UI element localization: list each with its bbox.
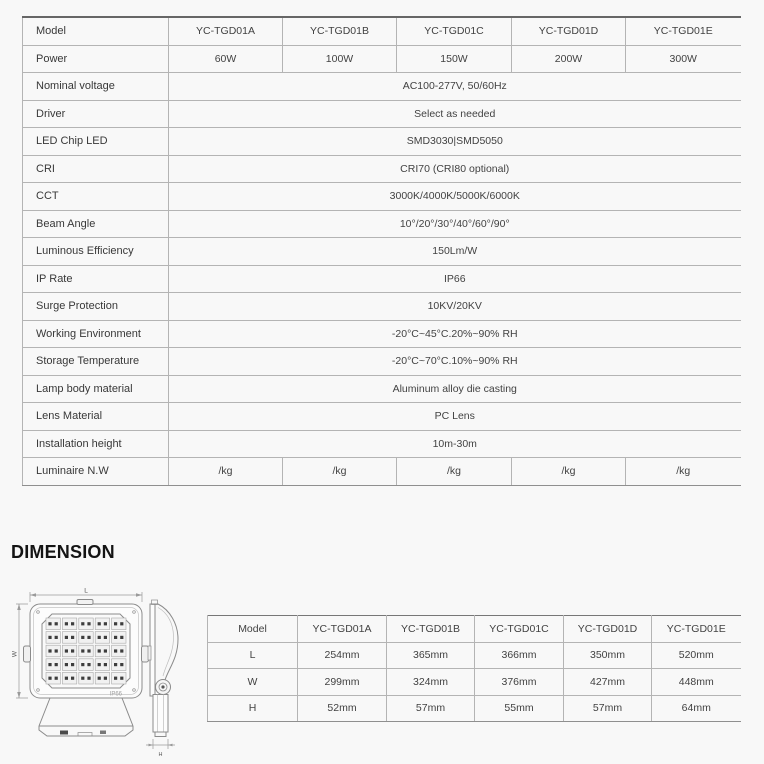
- dimension-model-cell: YC-TGD01E: [652, 616, 741, 643]
- dimension-value-cell: 350mm: [564, 642, 652, 669]
- spec-value-cell: Aluminum alloy die casting: [169, 375, 741, 403]
- dimension-value-cell: 52mm: [298, 695, 387, 722]
- spec-row: [23, 348, 741, 376]
- dimension-value-cell: 64mm: [652, 695, 741, 722]
- spec-row-label: Storage Temperature: [23, 348, 169, 376]
- dimension-header-row: [208, 616, 741, 643]
- model-header-cell: YC-TGD01C: [397, 17, 512, 45]
- spec-row: [23, 375, 741, 403]
- spec-row-label: Luminaire N.W: [23, 458, 169, 486]
- spec-row-label: CCT: [23, 183, 169, 211]
- spec-row: [23, 293, 741, 321]
- dimension-row-label: W: [208, 669, 298, 696]
- dim-label-l: L: [84, 587, 88, 595]
- dimension-value-cell: 57mm: [564, 695, 652, 722]
- model-header-cell: YC-TGD01E: [626, 17, 741, 45]
- spec-value-cell: 100W: [283, 45, 397, 73]
- spec-value-cell: 300W: [626, 45, 741, 73]
- spec-row: [23, 128, 741, 156]
- spec-value-cell: -20°C~70°C.10%~90% RH: [169, 348, 741, 376]
- dimension-row: [208, 642, 741, 669]
- dimension-model-cell: YC-TGD01C: [475, 616, 564, 643]
- spec-value-cell: -20°C~45°C.20%~90% RH: [169, 320, 741, 348]
- dimension-value-cell: 520mm: [652, 642, 741, 669]
- dimension-value-cell: 366mm: [475, 642, 564, 669]
- spec-value-cell: AC100-277V, 50/60Hz: [169, 73, 741, 101]
- model-header-cell: YC-TGD01A: [169, 17, 283, 45]
- spec-row-label: Surge Protection: [23, 293, 169, 321]
- spec-row-label: LED Chip LED: [23, 128, 169, 156]
- spec-row: [23, 238, 741, 266]
- spec-value-cell: 3000K/4000K/5000K/6000K: [169, 183, 741, 211]
- dimension-value-cell: 376mm: [475, 669, 564, 696]
- spec-row-label: Power: [23, 45, 169, 73]
- dimension-model-cell: YC-TGD01B: [387, 616, 475, 643]
- dimension-table-body: [208, 616, 741, 722]
- spec-table-body: [23, 17, 741, 485]
- spec-row: [23, 100, 741, 128]
- dimension-row: [208, 695, 741, 722]
- led-grid: [46, 618, 126, 684]
- spec-row: [23, 320, 741, 348]
- dimension-model-cell: YC-TGD01D: [564, 616, 652, 643]
- spec-row: [23, 458, 741, 486]
- dimension-row: [208, 669, 741, 696]
- model-header-cell: YC-TGD01D: [512, 17, 626, 45]
- spec-row: [23, 73, 741, 101]
- spec-row: [23, 155, 741, 183]
- spec-row: [23, 45, 741, 73]
- dimension-value-cell: 365mm: [387, 642, 475, 669]
- spec-row-label: Luminous Efficiency: [23, 238, 169, 266]
- spec-row-label: Lamp body material: [23, 375, 169, 403]
- spec-row: [23, 183, 741, 211]
- ip-rating-label: IP66: [109, 691, 122, 698]
- dimension-value-cell: 448mm: [652, 669, 741, 696]
- spec-table: [22, 16, 741, 486]
- spec-row-label: Driver: [23, 100, 169, 128]
- dimension-value-cell: 324mm: [387, 669, 475, 696]
- spec-value-cell: IP66: [169, 265, 741, 293]
- spec-value-cell: 10m-30m: [169, 430, 741, 458]
- spec-row: [23, 430, 741, 458]
- spec-value-cell: 150Lm/W: [169, 238, 741, 266]
- spec-row-label: IP Rate: [23, 265, 169, 293]
- spec-value-cell: CRI70 (CRI80 optional): [169, 155, 741, 183]
- spec-value-cell: /kg: [283, 458, 397, 486]
- dimension-section-title: DIMENSION: [11, 542, 115, 562]
- spec-row-label: Beam Angle: [23, 210, 169, 238]
- spec-header-row: [23, 17, 741, 45]
- dimension-model-cell: YC-TGD01A: [298, 616, 387, 643]
- dimension-value-cell: 299mm: [298, 669, 387, 696]
- spec-value-cell: /kg: [169, 458, 283, 486]
- dim-label-w: W: [12, 650, 19, 658]
- spec-value-cell: Select as needed: [169, 100, 741, 128]
- dim-label-h: H: [158, 752, 163, 758]
- model-header-cell: YC-TGD01B: [283, 17, 397, 45]
- spec-header-label: Model: [23, 17, 169, 45]
- spec-value-cell: PC Lens: [169, 403, 741, 431]
- dimension-row-label: L: [208, 642, 298, 669]
- spec-row-label: Working Environment: [23, 320, 169, 348]
- floodlight-front-view-drawing: [12, 588, 149, 737]
- spec-value-cell: 10KV/20KV: [169, 293, 741, 321]
- dimension-value-cell: 57mm: [387, 695, 475, 722]
- spec-row: [23, 210, 741, 238]
- dimension-row-label: H: [208, 695, 298, 722]
- spec-row-label: Nominal voltage: [23, 73, 169, 101]
- spec-row: [23, 265, 741, 293]
- spec-row-label: CRI: [23, 155, 169, 183]
- spec-value-cell: 150W: [397, 45, 512, 73]
- spec-row: [23, 403, 741, 431]
- dimension-table: [207, 615, 741, 722]
- spec-value-cell: 60W: [169, 45, 283, 73]
- dimension-value-cell: 55mm: [475, 695, 564, 722]
- spec-value-cell: /kg: [626, 458, 741, 486]
- spec-value-cell: /kg: [512, 458, 626, 486]
- spec-value-cell: SMD3030|SMD5050: [169, 128, 741, 156]
- dimension-value-cell: 427mm: [564, 669, 652, 696]
- spec-row-label: Lens Material: [23, 403, 169, 431]
- spec-value-cell: /kg: [397, 458, 512, 486]
- spec-row-label: Installation height: [23, 430, 169, 458]
- floodlight-dimension-drawing: [12, 584, 212, 760]
- spec-value-cell: 200W: [512, 45, 626, 73]
- dimension-value-cell: 254mm: [298, 642, 387, 669]
- dimension-header-label: Model: [208, 616, 298, 643]
- floodlight-side-view-drawing: [146, 600, 178, 758]
- spec-value-cell: 10°/20°/30°/40°/60°/90°: [169, 210, 741, 238]
